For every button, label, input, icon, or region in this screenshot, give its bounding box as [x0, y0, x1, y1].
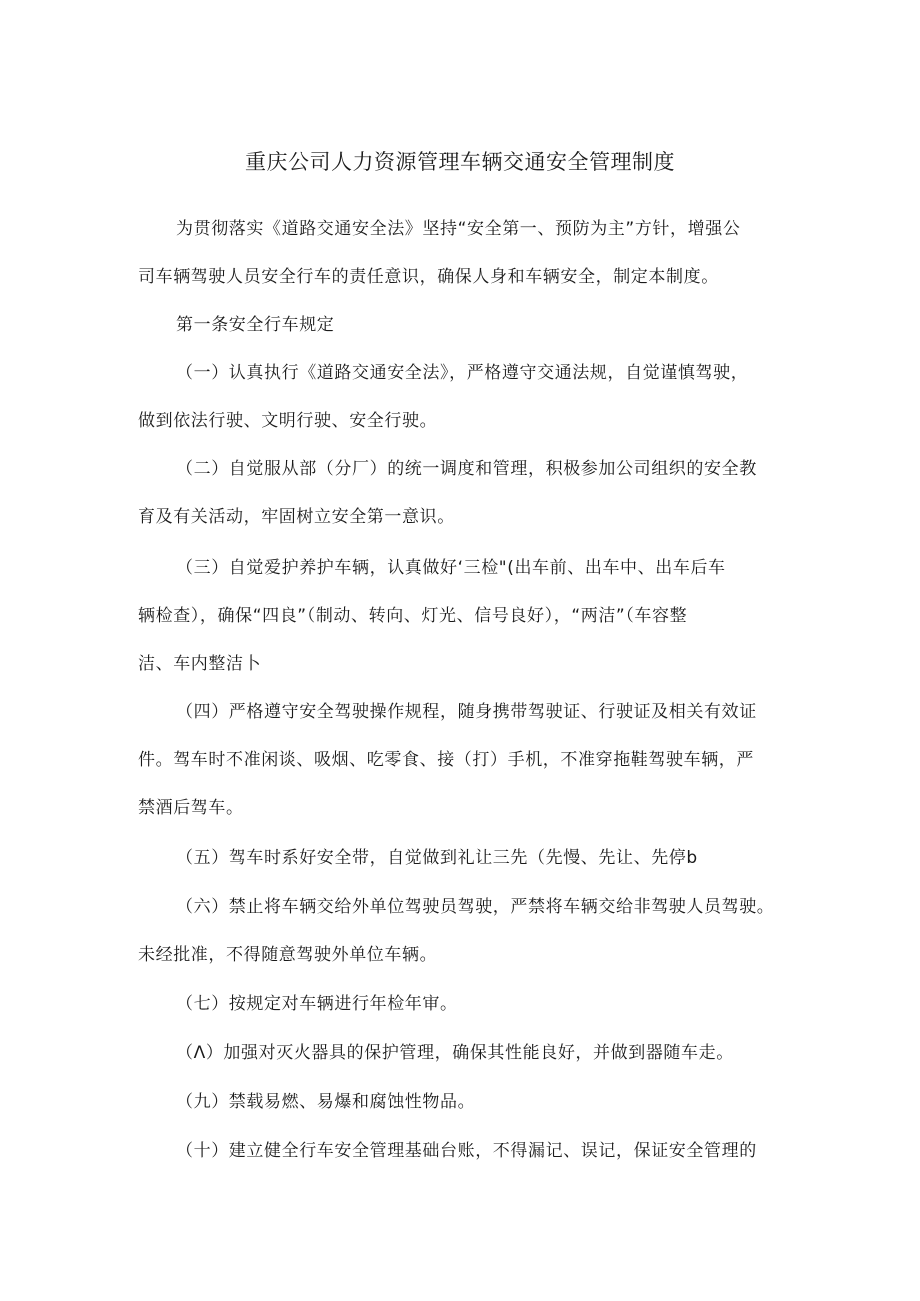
- section-heading: 第一条安全行车规定: [176, 315, 335, 335]
- paragraph-line: 司车辆驾驶人员安全行车的责任意识，确保人身和车辆安全，制定本制度。: [138, 267, 719, 287]
- paragraph-line: 禁酒后驾车。: [138, 798, 244, 818]
- paragraph-line: （九）禁载易燃、易爆和腐蚀性物品。: [176, 1092, 476, 1112]
- paragraph-line: （二）自觉服从部（分厂）的统一调度和管理，积极参加公司组织的安全教: [176, 459, 757, 479]
- paragraph-line: （一）认真执行《道路交通安全法》，严格遵守交通法规，自觉谨慎驾驶，: [176, 363, 749, 383]
- paragraph-line: （Λ）加强对灭火器具的保护管理，确保其性能良好，并做到器随车走。: [176, 1043, 734, 1063]
- paragraph-line: （五）驾车时系好安全带，自觉做到礼让三先（先慢、先让、先停b: [176, 848, 698, 868]
- paragraph-line: （十）建立健全行车安全管理基础台账，不得漏记、误记，保证安全管理的: [176, 1141, 757, 1161]
- paragraph-line: 件。驾车时不准闲谈、吸烟、吃零食、接（打）手机，不准穿拖鞋驾驶车辆，严: [138, 750, 754, 770]
- paragraph-line: （三）自觉爱护养护车辆，认真做好‘三检"(出车前、出车中、出车后车: [176, 558, 726, 578]
- paragraph-line: （六）禁止将车辆交给外单位驾驶员驾驶，严禁将车辆交给非驾驶人员驾驶。: [176, 897, 775, 917]
- paragraph-line: 辆检查），确保“四良”（制动、转向、灯光、信号良好），“两洁”（车容整: [138, 606, 688, 626]
- paragraph-line: 育及有关活动，牢固树立安全第一意识。: [138, 507, 455, 527]
- document-title: 重庆公司人力资源管理车辆交通安全管理制度: [245, 150, 675, 174]
- paragraph-line: 洁、车内整洁卜: [138, 654, 262, 674]
- paragraph-line: （四）严格遵守安全驾驶操作规程，随身携带驾驶证、行驶证及相关有效证: [176, 702, 757, 722]
- paragraph-line: （七）按规定对车辆进行年检年审。: [176, 994, 458, 1014]
- paragraph-line: 为贯彻落实《道路交通安全法》坚持“安全第一、预防为主”方针，增强公: [176, 219, 741, 239]
- paragraph-line: 做到依法行驶、文明行驶、安全行驶。: [138, 411, 438, 431]
- paragraph-line: 未经批准，不得随意驾驶外单位车辆。: [138, 945, 438, 965]
